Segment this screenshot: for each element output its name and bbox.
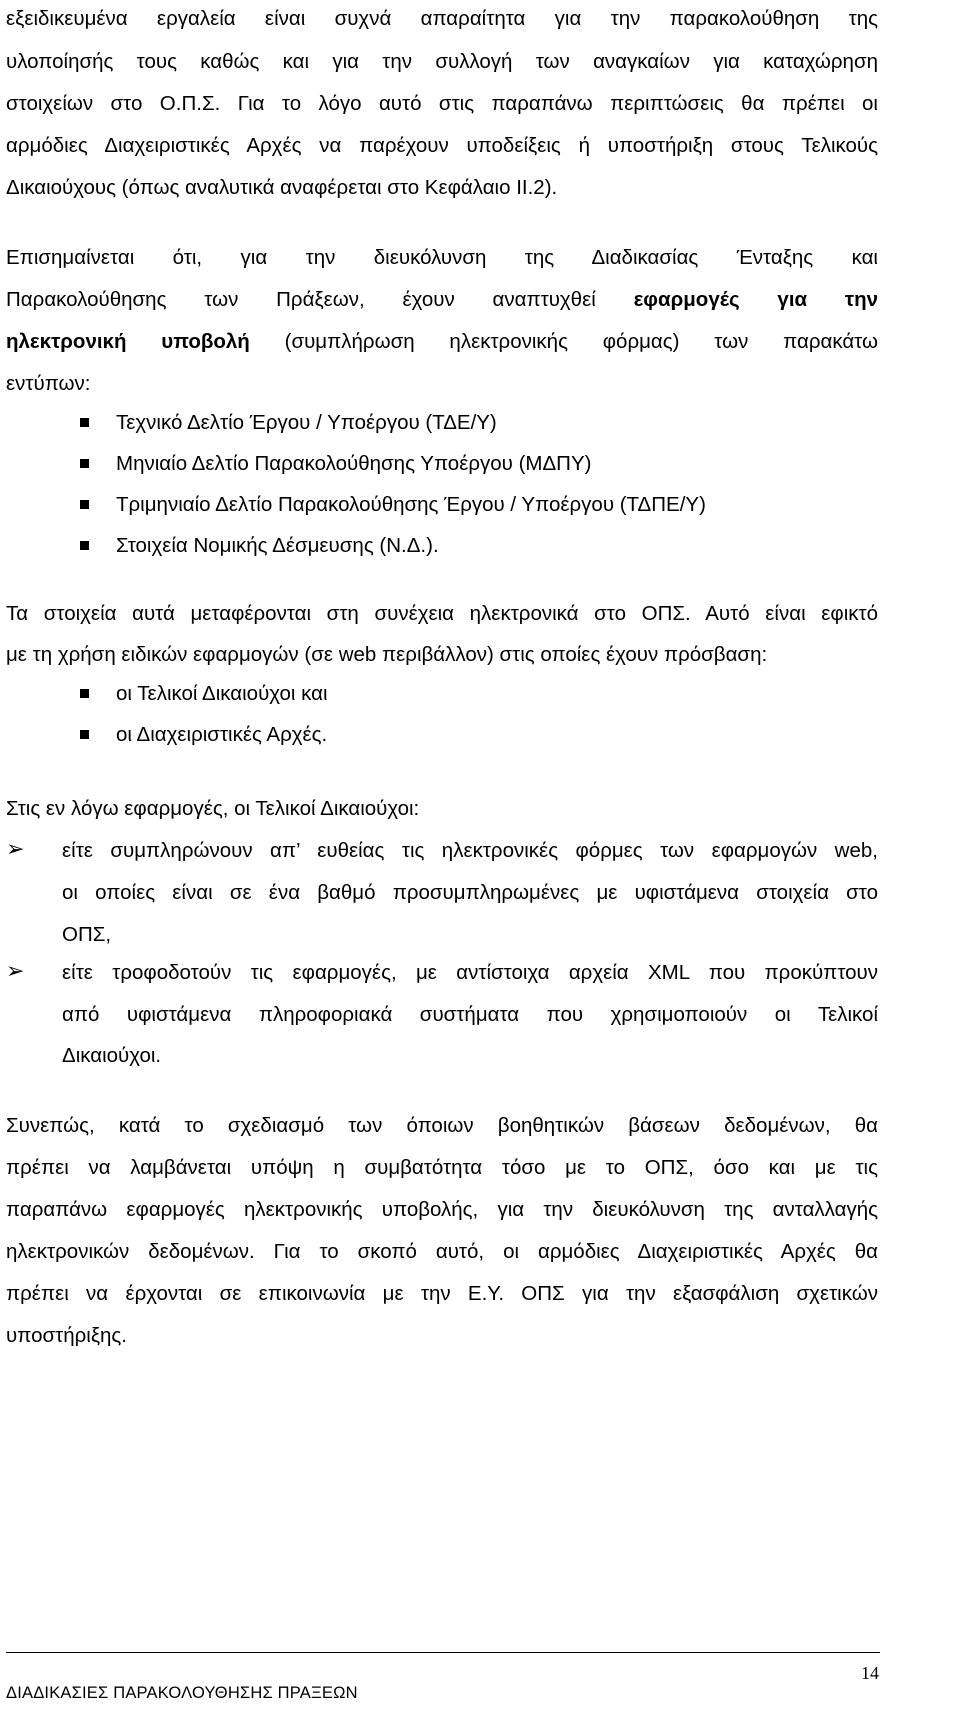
paragraph-2-text: (συμπλήρωση ηλεκτρονικής φόρμας) των παρακάτω <box>249 330 878 353</box>
paragraph-1-line: αρμόδιες Διαχειριστικές Αρχές να παρέχουν υποδείξεις ή υποστήριξη στους Τελικούς <box>6 134 878 157</box>
list-item: Στοιχεία Νομικής Δέσμευσης (Ν.Δ.). <box>116 534 439 557</box>
paragraph-1-line: Δικαιούχους (όπως αναλυτικά αναφέρεται στο Κεφάλαιο ΙΙ.2). <box>6 176 558 199</box>
list-item: οι Τελικοί Δικαιούχοι και <box>116 682 328 705</box>
footer-divider <box>6 1652 880 1653</box>
square-bullet-icon <box>80 500 89 509</box>
option-2-line: από υφιστάμενα πληροφοριακά συστήματα που χρησιμοποιούν οι Τελικοί <box>62 1003 878 1026</box>
page-number: 14 <box>861 1663 879 1683</box>
footer-title: ΔΙΑΔΙΚΑΣΙΕΣ ΠΑΡΑΚΟΛΟΥΘΗΣΗΣ ΠΡΑΞΕΩΝ <box>6 1684 358 1702</box>
paragraph-2-text: Παρακολούθησης των Πράξεων, έχουν αναπτυχθεί <box>6 288 634 311</box>
paragraph-5-line: υποστήριξης. <box>6 1324 127 1347</box>
paragraph-4-intro: Στις εν λόγω εφαρμογές, οι Τελικοί Δικαιούχοι: <box>6 797 420 820</box>
option-1-line: ΟΠΣ, <box>62 923 112 946</box>
option-2-line: είτε τροφοδοτούν τις εφαρμογές, με αντίστοιχα αρχεία XML που προκύπτουν <box>62 961 878 984</box>
paragraph-1-line: στοιχείων στο Ο.Π.Σ. Για το λόγο αυτό στις παραπάνω περιπτώσεις θα πρέπει οι <box>6 92 878 115</box>
paragraph-2-line: εντύπων: <box>6 372 91 395</box>
paragraph-5-line: ηλεκτρονικών δεδομένων. Για το σκοπό αυτό, οι αρμόδιες Διαχειριστικές Αρχές θα <box>6 1240 878 1263</box>
paragraph-5-line: πρέπει να λαμβάνεται υπόψη η συμβατότητα τόσο με το ΟΠΣ, όσο και με τις <box>6 1156 878 1179</box>
paragraph-3-line: Τα στοιχεία αυτά μεταφέρονται στη συνέχεια ηλεκτρονικά στο ΟΠΣ. Αυτό είναι εφικτό <box>6 602 878 625</box>
arrow-bullet-icon: ➢ <box>6 959 25 984</box>
square-bullet-icon <box>80 459 89 468</box>
option-1-line: είτε συμπληρώνουν απ’ ευθείας τις ηλεκτρονικές φόρμες των εφαρμογών web, <box>62 839 878 862</box>
paragraph-5-line: πρέπει να έρχονται σε επικοινωνία με την Ε.Υ. ΟΠΣ για την εξασφάλιση σχετικών <box>6 1282 878 1305</box>
square-bullet-icon <box>80 541 89 550</box>
paragraph-2-line <box>6 327 878 357</box>
list-item: Τριμηνιαίο Δελτίο Παρακολούθησης Έργου / Υποέργου (ΤΔΠΕ/Υ) <box>116 493 706 516</box>
list-item: οι Διαχειριστικές Αρχές. <box>116 723 328 746</box>
paragraph-1-line: εξειδικευμένα εργαλεία είναι συχνά απαραίτητα για την παρακολούθηση της <box>6 7 878 30</box>
arrow-bullet-icon: ➢ <box>6 837 25 862</box>
option-2-line: Δικαιούχοι. <box>62 1044 162 1067</box>
square-bullet-icon <box>80 418 89 427</box>
square-bullet-icon <box>80 689 89 698</box>
list-item: Τεχνικό Δελτίο Έργου / Υποέργου (ΤΔΕ/Υ) <box>116 411 497 434</box>
paragraph-2-line: Επισημαίνεται ότι, για την διευκόλυνση της Διαδικασίας Ένταξης και <box>6 246 878 269</box>
paragraph-2-bold-text: εφαρμογές για την <box>633 288 878 311</box>
paragraph-3-line: με τη χρήση ειδικών εφαρμογών (σε web περιβάλλον) στις οποίες έχουν πρόσβαση: <box>6 643 768 666</box>
paragraph-1-line: υλοποίησής τους καθώς και για την συλλογή των αναγκαίων για καταχώρηση <box>6 50 878 73</box>
square-bullet-icon <box>80 730 89 739</box>
list-item: Μηνιαίο Δελτίο Παρακολούθησης Υποέργου (ΜΔΠΥ) <box>116 452 592 475</box>
option-1-line: οι οποίες είναι σε ένα βαθμό προσυμπληρωμένες με υφιστάμενα στοιχεία στο <box>62 881 878 904</box>
paragraph-5-line: παραπάνω εφαρμογές ηλεκτρονικής υποβολής, για την διευκόλυνση της ανταλλαγής <box>6 1198 878 1221</box>
paragraph-2-line <box>6 285 878 315</box>
paragraph-2-bold-text: ηλεκτρονική υποβολή <box>6 330 250 353</box>
paragraph-5-line: Συνεπώς, κατά το σχεδιασμό των όποιων βοηθητικών βάσεων δεδομένων, θα <box>6 1114 878 1137</box>
